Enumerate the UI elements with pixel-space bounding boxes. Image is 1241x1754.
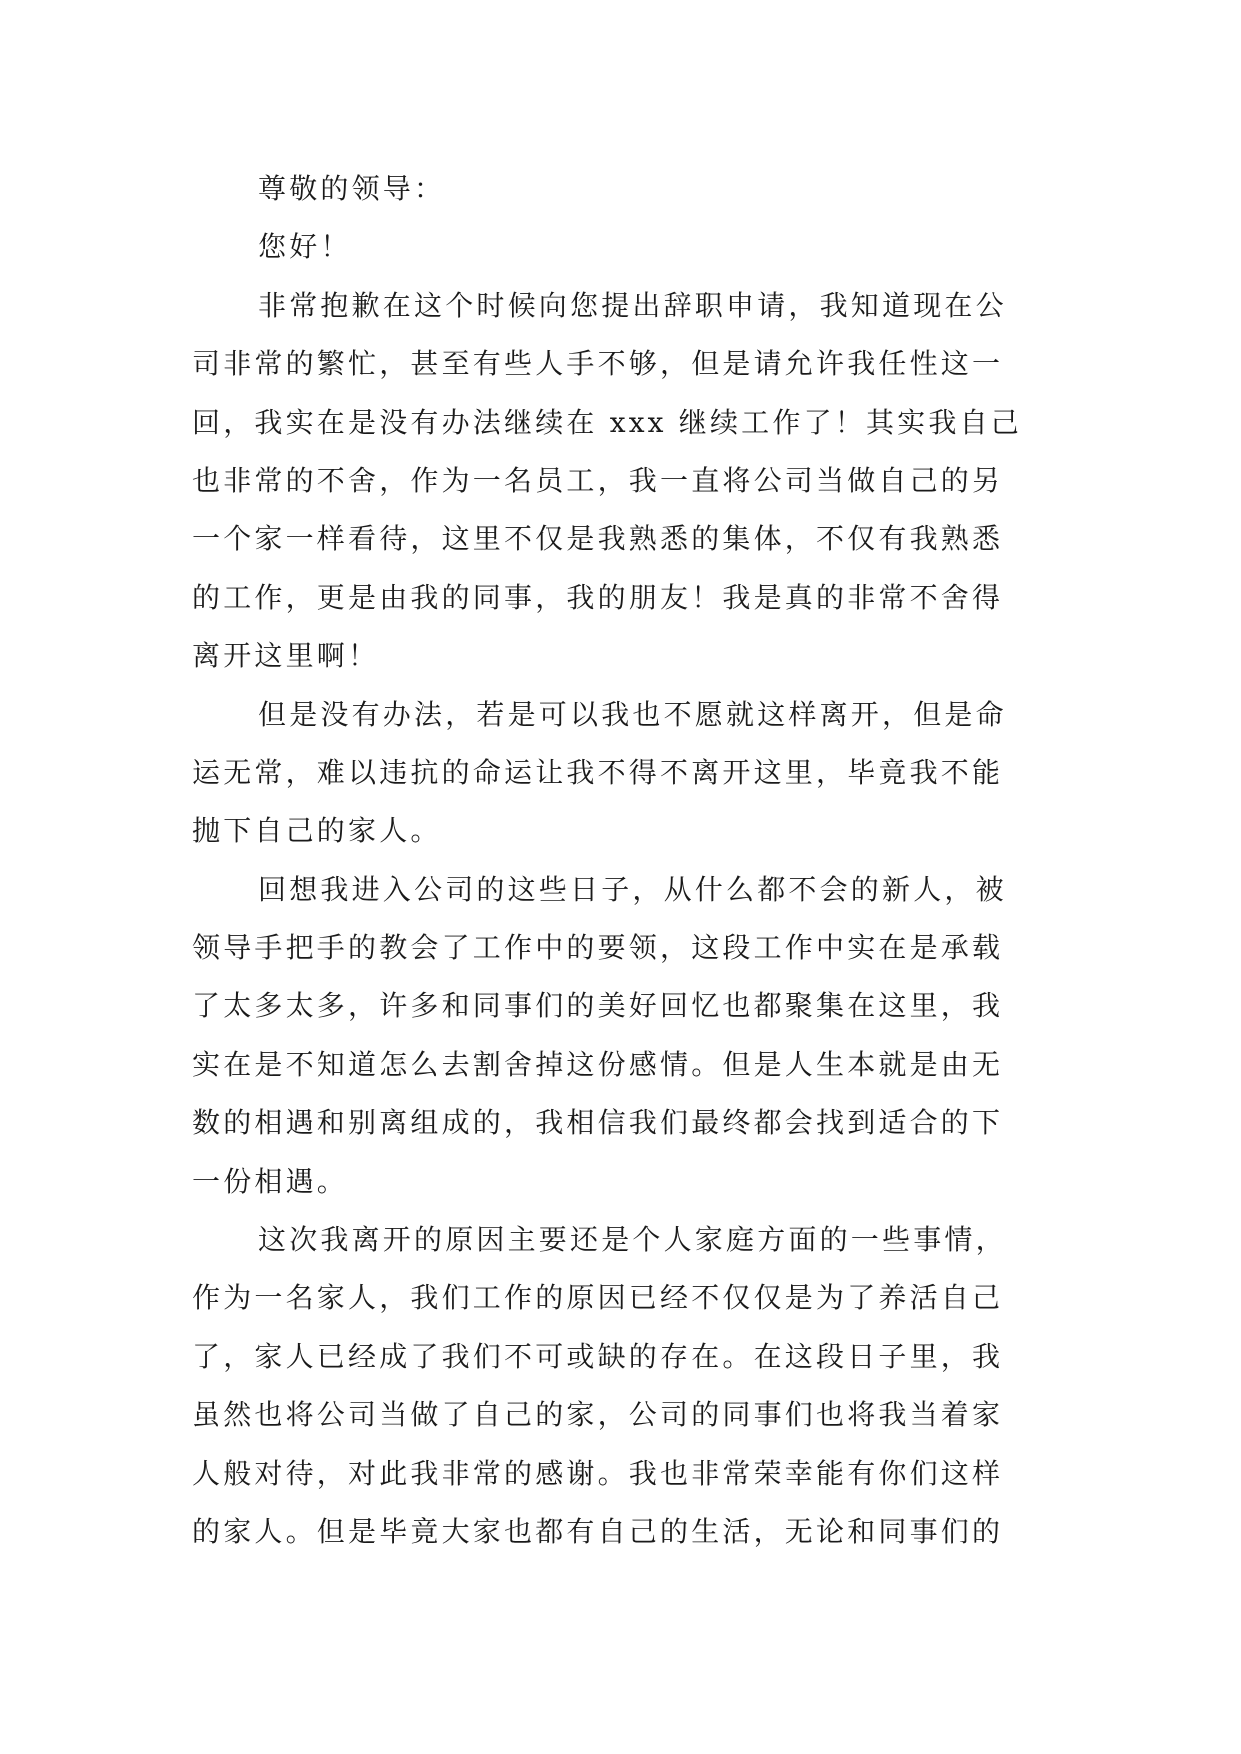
paragraph-4-line-6: 的家人。但是毕竟大家也都有自己的生活，无论和同事们的 xyxy=(192,1514,1004,1548)
paragraph-1-line-4: 也非常的不舍，作为一名员工，我一直将公司当做自己的另 xyxy=(192,463,1004,497)
letter-body xyxy=(192,160,1052,1561)
paragraph-3-line-6: 一份相遇。 xyxy=(192,1164,349,1198)
paragraph-3-line-3: 了太多太多，许多和同事们的美好回忆也都聚集在这里，我 xyxy=(192,989,1004,1023)
paragraph-3-line-4: 实在是不知道怎么去割舍掉这份感情。但是人生本就是由无 xyxy=(192,1047,1004,1081)
paragraph-2-line-3: 抛下自己的家人。 xyxy=(192,814,442,848)
paragraph-1-line-2: 司非常的繁忙，甚至有些人手不够，但是请允许我任性这一 xyxy=(192,347,1004,381)
paragraph-3-line-5: 数的相遇和别离组成的，我相信我们最终都会找到适合的下 xyxy=(192,1106,1004,1140)
paragraph-1-line-6: 的工作，更是由我的同事，我的朋友！我是真的非常不舍得 xyxy=(192,580,1004,614)
paragraph-4-line-2: 作为一名家人，我们工作的原因已经不仅仅是为了养活自己 xyxy=(192,1281,1004,1315)
paragraph-3-line-2: 领导手把手的教会了工作中的要领，这段工作中实在是承载 xyxy=(192,931,1004,965)
paragraph-4-line-1: 这次我离开的原因主要还是个人家庭方面的一些事情， xyxy=(258,1223,1007,1257)
paragraph-2-line-1: 但是没有办法，若是可以我也不愿就这样离开，但是命 xyxy=(258,697,1007,731)
paragraph-4-line-4: 虽然也将公司当做了自己的家，公司的同事们也将我当着家 xyxy=(192,1398,1004,1432)
greeting: 您好！ xyxy=(258,230,352,264)
paragraph-4-line-5: 人般对待，对此我非常的感谢。我也非常荣幸能有你们这样 xyxy=(192,1456,1004,1490)
paragraph-1-line-7: 离开这里啊！ xyxy=(192,639,380,673)
salutation: 尊敬的领导： xyxy=(258,172,446,205)
paragraph-4-line-3: 了，家人已经成了我们不可或缺的存在。在这段日子里，我 xyxy=(192,1339,1004,1373)
paragraph-1-line-1: 非常抱歉在这个时候向您提出辞职申请，我知道现在公 xyxy=(258,288,1007,322)
paragraph-3-line-1: 回想我进入公司的这些日子，从什么都不会的新人，被 xyxy=(258,872,1007,906)
paragraph-1-line-3: 回，我实在是没有办法继续在 xxx 继续工作了！其实我自己 xyxy=(192,405,1022,439)
paragraph-1-line-5: 一个家一样看待，这里不仅是我熟悉的集体，不仅有我熟悉 xyxy=(192,522,1004,556)
paragraph-2-line-2: 运无常，难以违抗的命运让我不得不离开这里，毕竟我不能 xyxy=(192,755,1004,789)
